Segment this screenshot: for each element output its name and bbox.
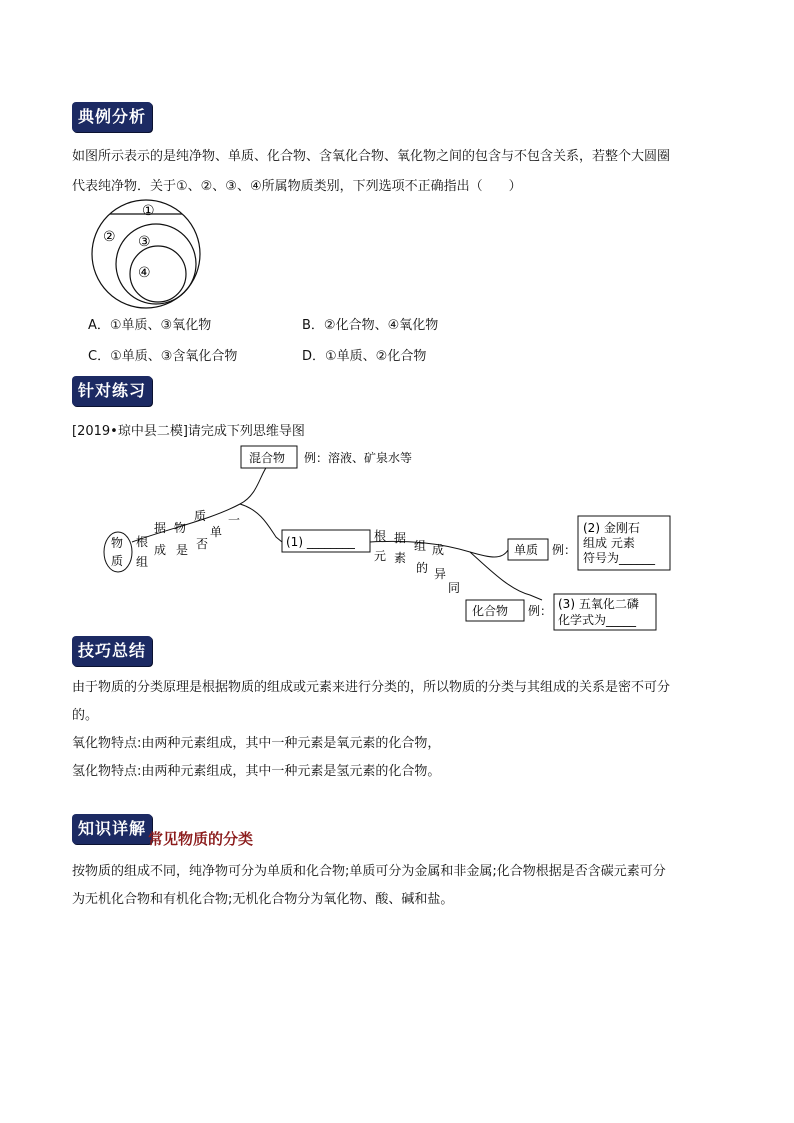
mindmap-branch2-char: 元 [374, 549, 387, 563]
mindmap-root-char-2: 质 [111, 554, 124, 568]
question-line-1: 如图所示表示的是纯净物、单质、化合物、含氧化合物、氧化物之间的包含与不包含关系，若整个大圆圈 [72, 149, 671, 164]
mindmap-branch2-char: 异 [434, 567, 447, 581]
mindmap-branch1-char: 根 [136, 535, 149, 549]
mindmap-compound-box-line: 化学式为_____ [558, 613, 637, 627]
mindmap-mixture-example: 例：溶液、矿泉水等 [304, 451, 413, 465]
summary-line-3: 氧化物特点:由两种元素组成，其中一种元素是氧元素的化合物， [72, 736, 441, 751]
venn-diagram [90, 198, 210, 310]
section-badge-example-analysis: 典例分析 [72, 102, 152, 132]
venn-label-2: ② [103, 229, 116, 245]
mindmap-branch2-char: 组 [414, 539, 427, 553]
mindmap-element-box-line: 组成 元素 [583, 536, 635, 550]
mindmap-branch2-char: 同 [448, 581, 461, 595]
mindmap-element-example-prefix: 例： [552, 543, 577, 557]
mindmap-element-box-line: 符号为______ [583, 551, 656, 565]
question-line-2: 代表纯净物．关于①、②、③、④所属物质类别，下列选项不正确指出（ ） [72, 179, 522, 194]
section-badge-knowledge-detail: 知识详解 [72, 814, 152, 844]
option-a[interactable]: A．①单质、③氧化物 [88, 318, 212, 333]
summary-line-1: 由于物质的分类原理是根据物质的组成或元素来进行分类的，所以物质的分类与其组成的关系是密不可分 [72, 680, 671, 695]
mindmap-branch1-char: 否 [196, 537, 209, 551]
mindmap-compound: 化合物 [472, 604, 509, 618]
venn-label-3: ③ [138, 234, 151, 250]
mindmap-compound-example-prefix: 例： [528, 604, 553, 618]
practice-prompt: [2019•琼中县二模]请完成下列思维导图 [72, 424, 305, 439]
mindmap-compound-box-line: (3) 五氧化二磷 [558, 597, 639, 611]
mindmap-branch1-char: 物 [174, 521, 187, 535]
mindmap-root-char-1: 物 [111, 536, 124, 550]
mind-map [90, 440, 730, 640]
mindmap-branch2-char: 素 [394, 551, 407, 565]
mindmap-branch2-char: 的 [416, 561, 429, 575]
mindmap-branch2-char: 据 [394, 531, 407, 545]
venn-label-1: ① [142, 203, 155, 219]
mindmap-branch1-char: 据 [154, 521, 167, 535]
option-b[interactable]: B．②化合物、④氧化物 [302, 318, 439, 333]
summary-line-2: 的。 [72, 708, 99, 723]
venn-label-4: ④ [138, 265, 151, 281]
knowledge-heading: 常见物质的分类 [148, 830, 254, 848]
mindmap-branch2-char: 成 [432, 543, 445, 557]
mindmap-branch1-char: 是 [176, 543, 189, 557]
knowledge-line-2: 为无机化合物和有机化合物;无机化合物分为氧化物、酸、碱和盐。 [72, 892, 454, 907]
knowledge-line-1: 按物质的组成不同，纯净物可分为单质和化合物;单质可分为金属和非金属;化合物根据是否含碳元素可分 [72, 864, 666, 879]
section-badge-skill-summary: 技巧总结 [72, 636, 152, 666]
mindmap-mixture: 混合物 [249, 451, 286, 465]
mindmap-branch1-char: 单 [210, 525, 223, 539]
mindmap-branch1-char: 成 [154, 543, 167, 557]
mindmap-branch1-char: 一 [228, 513, 241, 527]
mindmap-element-box-line: (2) 金刚石 [583, 521, 640, 535]
mindmap-blank-1: (1) ________ [286, 535, 355, 549]
mindmap-branch1-char: 组 [136, 555, 149, 569]
summary-line-4: 氢化物特点:由两种元素组成，其中一种元素是氢元素的化合物。 [72, 764, 441, 779]
mindmap-branch1-char: 质 [194, 509, 207, 523]
section-badge-targeted-practice: 针对练习 [72, 376, 152, 406]
mindmap-element: 单质 [514, 543, 539, 557]
mindmap-branch2-char: 根 [374, 529, 387, 543]
option-c[interactable]: C．①单质、③含氧化合物 [88, 349, 238, 364]
option-d[interactable]: D．①单质、②化合物 [302, 349, 427, 364]
